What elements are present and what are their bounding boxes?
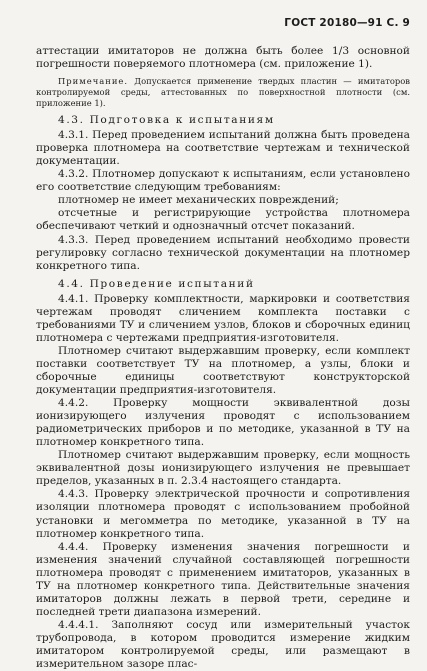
paragraph: плотномер не имеет механических повреждений; — [58, 194, 339, 207]
paragraph: аттестации имитаторов не должна быть более 1/3 основной погрешности поверяемого плотномера (см. приложение 1). — [36, 45, 410, 71]
section-heading-4-3: 4.3. Подготовка к испытаниям — [58, 114, 275, 127]
note-label: Примечание. — [58, 76, 129, 87]
section-heading-4-4: 4.4. Проведение испытаний — [58, 277, 255, 290]
paragraph: 4.4.1. Проверку комплектности, маркировки и соответствия чертежам проводят сличением комплекта поставки с требованиями ТУ и сличением узлов, блоков и сборочных единиц плотномера с чертежами предприятия-изготовителя. — [36, 292, 410, 344]
paragraph: 4.3.1. Перед проведением испытаний должна быть проведена проверка плотномера на соответствие чертежам и технической документации. — [36, 129, 410, 168]
paragraph: Плотномер считают выдержавшим проверку, если комплект поставки соответствует ТУ на плотномер, а узлы, блоки и сборочные единицы соответствуют конструкторской документации предприятия-изготовителя. — [36, 344, 410, 397]
paragraph: Плотномер считают выдержавшим проверку, если мощность эквивалентной дозы ионизирующего излучения не превышает пределов, указанных в п. 2.3.4 настоящего стандарта. — [36, 449, 410, 488]
document-body — [36, 45, 410, 671]
paragraph: 4.3.3. Перед проведением испытаний необходимо провести регулировку согласно технической документации на плотномер конкретного типа. — [36, 233, 410, 272]
paragraph: 4.4.2. Проверку мощности эквивалентной дозы ионизирующего излучения проводят с использованием радиометрических приборов и по методике, указанной в ТУ на плотномер конкретного типа. — [36, 397, 410, 449]
paragraph: 4.4.3. Проверку электрической прочности и сопротивления изоляции плотномера проводят с использованием пробойной установки и мегомметра по методике, указанной в ТУ на плотномер конкретного типа. — [36, 488, 410, 540]
paragraph: 4.3.2. Плотномер допускают к испытаниям, если установлено его соответствие следующим требованиям: — [36, 168, 410, 194]
paragraph: 4.4.4.1. Заполняют сосуд или измерительный участок трубопровода, в котором проводится измерение жидким имитатором контролируемой среды, или размещают в измерительном зазоре плас- — [36, 618, 410, 671]
note — [36, 76, 410, 109]
paragraph: 4.4.4. Проверку изменения значения погрешности и изменения значений случайной составляющей погрешности плотномера проводят с применением имитаторов, указанных в ТУ на плотномер конкретного типа. Действительные значения имитаторов должны лежать в первой трети, середине и последней трети диапазона измерений. — [36, 540, 410, 618]
paragraph: отсчетные и регистрирующие устройства плотномера обеспечивают четкий и однозначный отсчет показаний. — [36, 207, 410, 233]
note-text: Допускается применение твердых пластин — имитаторов контролируемой среды, аттестованных по поверхностной плотности (см. приложение 1). — [36, 76, 410, 109]
page-header: ГОСТ 20180—91 С. 9 — [284, 17, 410, 29]
